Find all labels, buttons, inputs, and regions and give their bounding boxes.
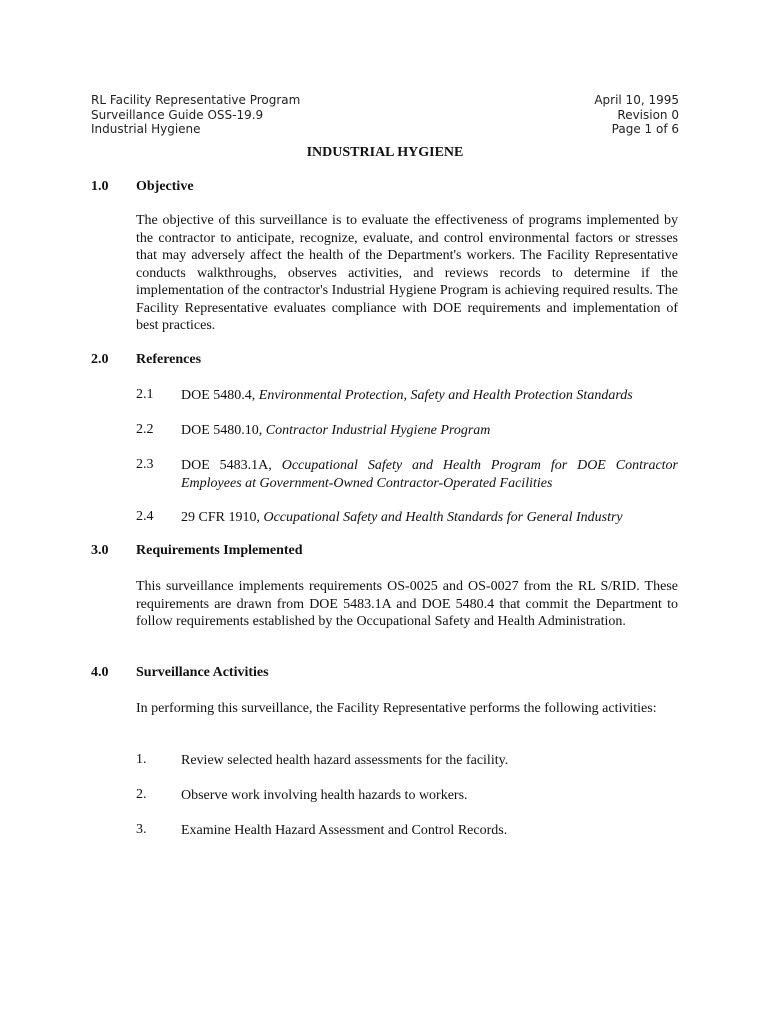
header-right [594, 93, 679, 137]
section-heading-activities: Surveillance Activities [136, 665, 269, 680]
activity-item: Observe work involving health hazards to workers. [181, 788, 468, 803]
reference-title: Occupational Safety and Health Standards for General Industry [263, 510, 623, 525]
reference-item [181, 422, 678, 440]
reference-title: Contractor Industrial Hygiene Program [265, 423, 491, 438]
reference-item [181, 387, 678, 405]
reference-number: 2.2 [136, 422, 154, 437]
reference-doc: DOE 5480.10, [181, 423, 266, 438]
reference-item [181, 457, 678, 492]
document-date: April 10, 1995 [594, 93, 679, 107]
activity-number: 1. [136, 752, 147, 767]
reference-title: Occupational Safety and Health Program for DOE Contractor Employees at Government-Owned Contractor-Operated Facilities [181, 458, 678, 491]
section-number: 2.0 [91, 352, 109, 367]
reference-doc: DOE 5483.1A, [181, 458, 282, 473]
document-title: INDUSTRIAL HYGIENE [306, 145, 464, 160]
section-number: 3.0 [91, 543, 109, 558]
requirements-paragraph: This surveillance implements requirements OS-0025 and OS-0027 from the RL S/RID. These requirements are drawn from DOE 5483.1A and DOE 5480.4 that commit the Department to follow requirements established by the Occupational Safety and Health Administration. [136, 579, 678, 629]
section-number: 1.0 [91, 179, 109, 194]
activity-item: Examine Health Hazard Assessment and Control Records. [181, 823, 508, 838]
activity-number: 3. [136, 822, 147, 837]
reference-doc: 29 CFR 1910, [181, 510, 264, 525]
revision-label: Revision 0 [617, 107, 679, 122]
activity-item: Review selected health hazard assessments for the facility. [181, 753, 509, 768]
reference-doc: DOE 5480.4, [181, 388, 259, 403]
activities-intro: In performing this surveillance, the Facility Representative performs the following activities: [136, 701, 657, 716]
reference-number: 2.1 [136, 387, 154, 402]
guide-topic: Industrial Hygiene [91, 122, 201, 136]
reference-number: 2.3 [136, 457, 154, 472]
reference-title: Environmental Protection, Safety and Health Protection Standards [258, 388, 633, 403]
section-heading-references: References [136, 352, 202, 367]
objective-paragraph: The objective of this surveillance is to evaluate the effectiveness of programs implemented by the contractor to anticipate, recognize, evaluate, and control environmental factors or stresses that may adversely affect the health of the Department's workers. The Facility Representative conducts walkthroughs, observes activities, and reviews records to determine if the implementation of the contractor's Industrial Hygiene Program is achieving required results. The Facility Representative evaluates compliance with DOE requirements and implementation of best practices. [136, 213, 678, 333]
reference-number: 2.4 [136, 509, 154, 524]
section-heading-requirements: Requirements Implemented [136, 543, 303, 558]
section-number: 4.0 [91, 665, 109, 680]
header-left [91, 93, 300, 137]
guide-number: Surveillance Guide OSS-19.9 [91, 107, 264, 122]
page-number: Page 1 of 6 [611, 122, 679, 136]
section-heading-objective: Objective [136, 179, 194, 194]
activity-number: 2. [136, 787, 147, 802]
program-name: RL Facility Representative Program [91, 93, 301, 107]
reference-item [181, 509, 678, 527]
